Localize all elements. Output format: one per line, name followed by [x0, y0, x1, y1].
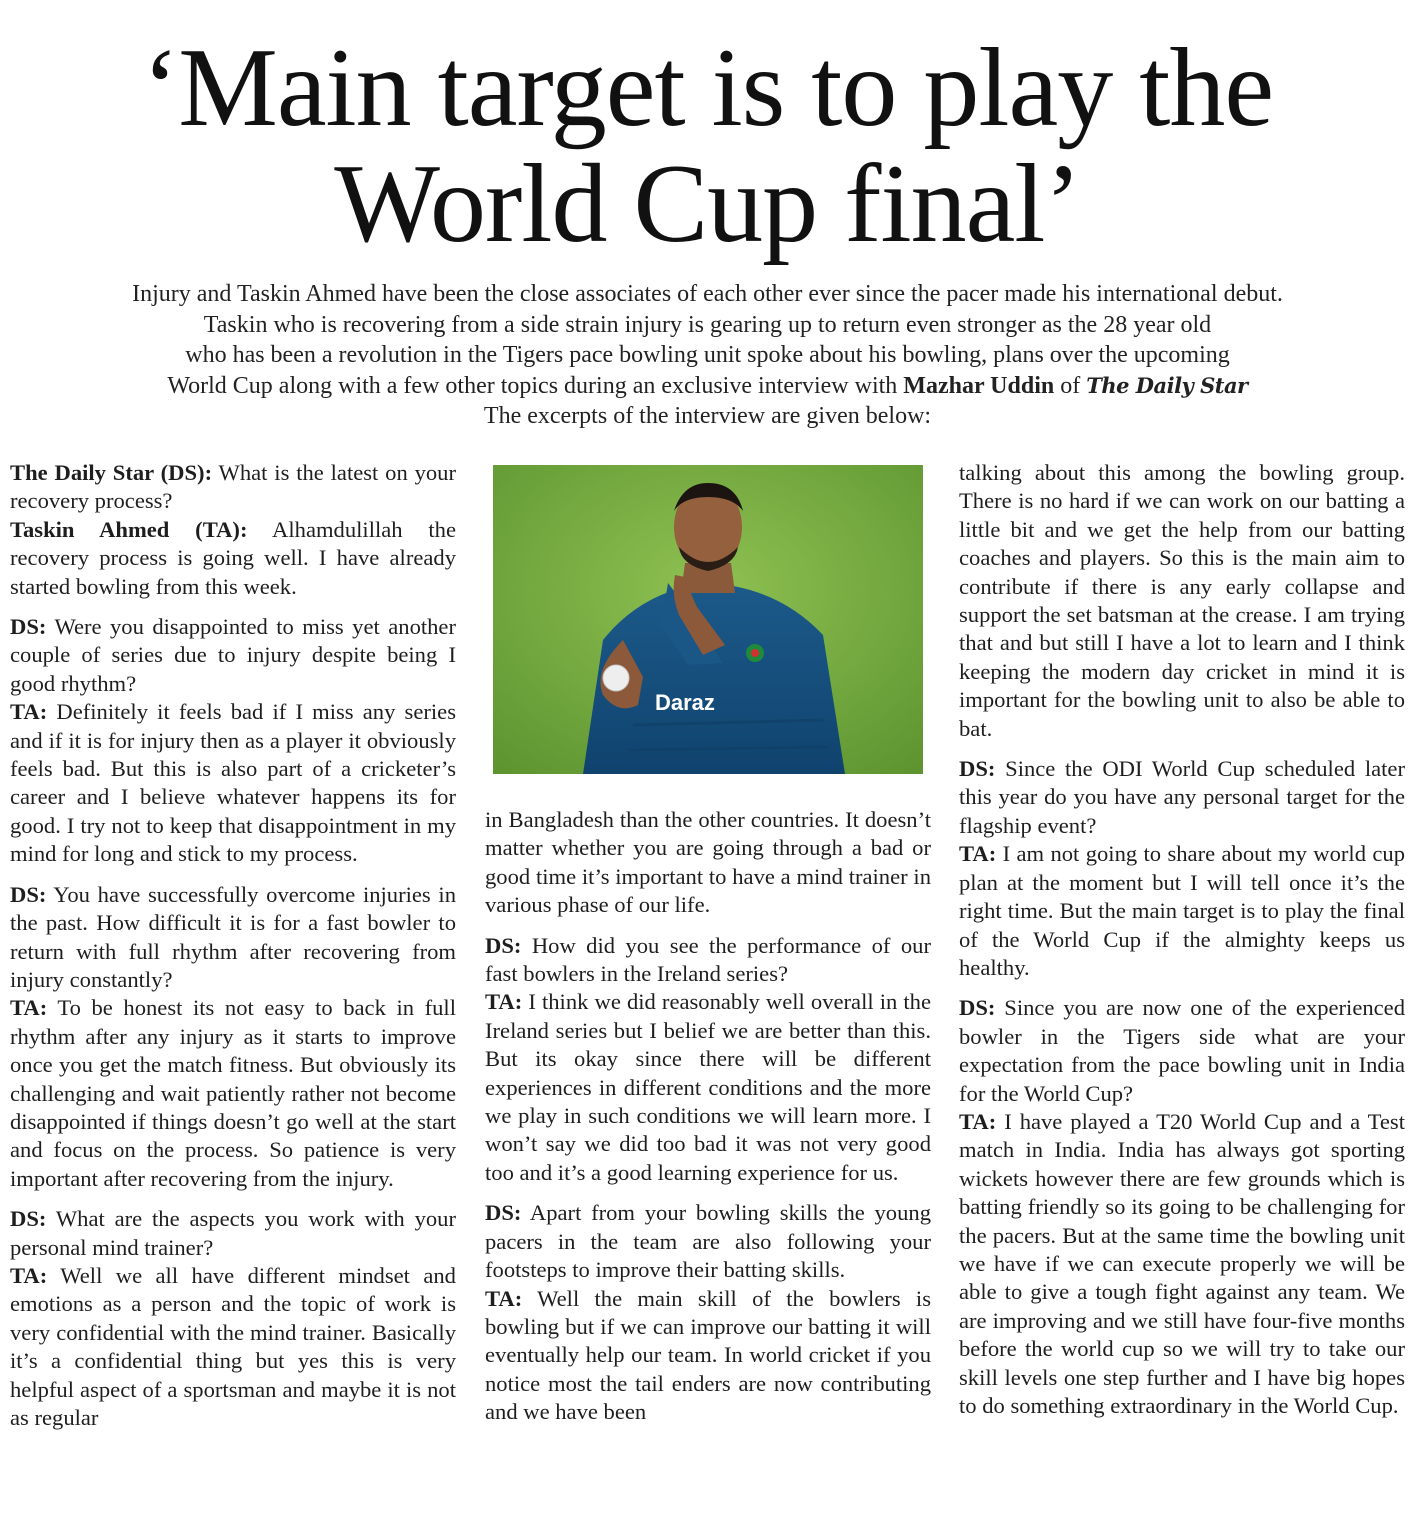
answer-label: Taskin Ahmed (TA): [10, 516, 248, 542]
answer-text: Alhamdulillah the recovery process is going well. I have already started bowling from this week. [10, 516, 456, 599]
intro-paragraph [30, 279, 1385, 432]
question-label: The Daily Star (DS): [10, 460, 213, 485]
question-text: Since you are now one of the experienced bowler in the Tigers side what are your expectation from the pace bowling unit in India for the World Cup? [959, 995, 1405, 1106]
qa-block-continued [959, 459, 1405, 743]
column-3 [959, 459, 1405, 1432]
answer-text: Well the main skill of the bowlers is bowling but if we can improve our batting it will eventually help our team. In world cricket if you notice most the tail enders are now contributing and we have been [485, 1285, 931, 1425]
qa-block [10, 1205, 456, 1432]
answer-label: TA: [959, 841, 997, 867]
question-text: What are the aspects you work with your personal mind trainer? [10, 1206, 456, 1260]
question-label: DS: [959, 995, 996, 1021]
answer-text: To be honest its not easy to back in full rhythm after any injury as it starts to improve once you get the match fitness. But obviously its challenging and wait patiently rather not become disappointed if things doesn’t go well at the start and focus on the process. So patience is very important after recovering from the injury. [10, 995, 456, 1191]
qa-block [959, 755, 1405, 982]
answer-text: I think we did reasonably well overall in the Ireland series but I belief we are better than this. But its okay since there will be different experiences in different conditions and the more we play in such conditions we will learn more. I won’t say we did too bad it was not very good too and it’s a good learning experience for us. [485, 989, 931, 1185]
question-text: Were you disappointed to miss yet another couple of series due to injury despite being I good rhythm? [10, 614, 456, 696]
answer-text: in Bangladesh than the other countries. It doesn’t matter whether you are going through a bad or good time it’s important to have a mind trainer in various phase of our life. [485, 807, 931, 918]
question-text: What is the latest on your recovery process? [10, 460, 456, 514]
intro-line-2: Taskin who is recovering from a side strain injury is gearing up to return even stronger as the 28 year old [203, 311, 1212, 338]
jersey-sponsor: Daraz [655, 690, 715, 715]
qa-block [10, 459, 456, 601]
intro-of: of [1060, 372, 1081, 399]
headline [0, 26, 1415, 266]
author-name: Mazhar Uddin [903, 372, 1055, 399]
answer-label: TA: [10, 1262, 48, 1288]
player-image [493, 465, 923, 774]
headline-line-2: World Cup final’ [334, 142, 1081, 266]
intro-line-3: who has been a revolution in the Tigers pace bowling unit spoke about his bowling, plans over the upcoming [185, 342, 1230, 368]
answer-label: TA: [485, 989, 523, 1015]
question-text: Since the ODI World Cup scheduled later this year do you have any personal target for the flagship event? [959, 756, 1405, 838]
question-label: DS: [10, 1206, 47, 1232]
qa-block [10, 881, 456, 1193]
answer-label: TA: [10, 995, 48, 1021]
answer-label: TA: [10, 699, 48, 725]
qa-block [485, 1199, 931, 1426]
question-text: You have successfully overcome injuries in the past. How difficult it is for a fast bowler to return with full rhythm after recovering from injury constantly? [10, 881, 456, 992]
answer-text: talking about this among the bowling group. There is no hard if we can work on our batting a little bit and we get the help from our batting coaches and players. So this is the main aim to contribute if there is any early collapse and support the set batsman at the crease. I am trying that and but still I have a lot to learn and I think keeping the modern day cricket in mind it is important for the bowling unit to also be able to bat. [959, 460, 1405, 741]
answer-label: TA: [959, 1108, 997, 1134]
question-label: DS: [959, 756, 996, 782]
masthead-logo: The Daily Star [1086, 372, 1248, 398]
qa-block [959, 994, 1405, 1420]
intro-line-4: World Cup along with a few other topics during an exclusive interview with [167, 372, 898, 399]
headline-line-1: ‘Main target is to play the [141, 26, 1274, 150]
answer-text: Well we all have different mindset and emotions as a person and the topic of work is very confidential with the mind trainer. Basically it’s a confidential thing but yes this is very helpful aspect of a sportsman and maybe it is not as regular [10, 1262, 456, 1430]
qa-block-continued [485, 806, 931, 920]
question-text: Apart from your bowling skills the young pacers in the team are also following your footsteps to improve their batting skills. [485, 1200, 931, 1283]
answer-text: Definitely it feels bad if I miss any series and if it is for injury then as a player it obviously feels bad. But this is also part of a cricketer’s career and I believe whatever happens its for good. I try not to keep that disappointment in my mind for long and stick to my process. [10, 699, 456, 867]
question-label: DS: [485, 932, 522, 958]
question-label: DS: [10, 614, 47, 640]
question-text: How did you see the performance of our fast bowlers in the Ireland series? [485, 932, 931, 987]
qa-block [10, 613, 456, 869]
question-label: DS: [10, 881, 47, 907]
taskin-photo [493, 465, 923, 774]
qa-block [485, 932, 931, 1188]
column-2 [485, 806, 931, 1439]
intro-line-1: Injury and Taskin Ahmed have been the close associates of each other ever since the pacer made his international debut. [132, 281, 1283, 307]
column-1 [10, 459, 456, 1444]
answer-text: I am not going to share about my world cup plan at the moment but I will tell once it’s the right time. But the main target is to play the final of the World Cup if the almighty keeps us healthy. [959, 841, 1405, 980]
intro-line-5: The excerpts of the interview are given below: [483, 403, 932, 429]
question-label: DS: [485, 1200, 522, 1226]
answer-label: TA: [485, 1285, 523, 1311]
answer-text: I have played a T20 World Cup and a Test match in India. India has always got sporting wickets however there are few grounds which is batting friendly so its going to be challenging for the pacers. But at the same time the bowling unit we have if we can execute properly we will be able to give a tough fight against any team. We are improving and we still have four-five months before the world cup so we will try to take our skill levels one step further and I have big hopes to do something extraordinary in the World Cup. [959, 1108, 1405, 1418]
